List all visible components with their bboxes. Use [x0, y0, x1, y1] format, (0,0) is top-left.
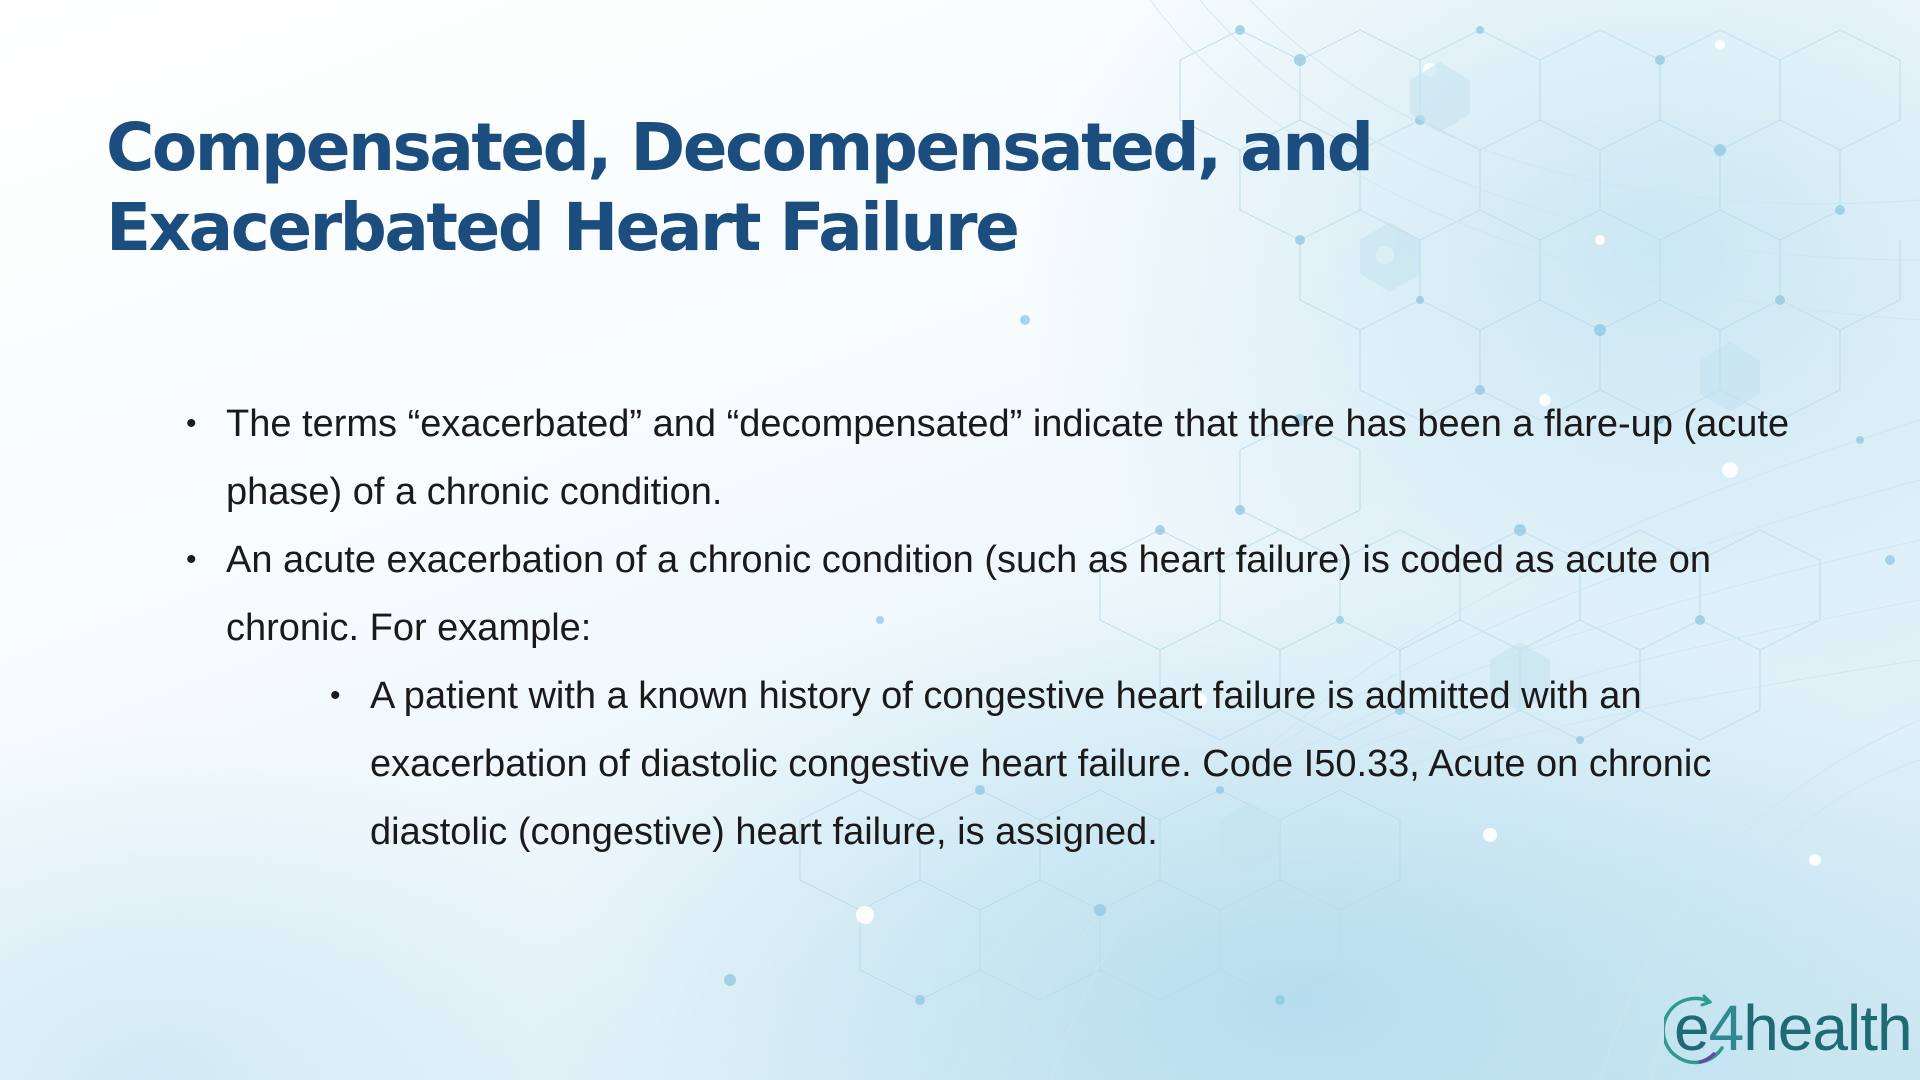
bullet-text: The terms “exacerbated” and “decompensated” indicate that there has been a flare-up (acute phase) of a chronic condition. — [226, 403, 1790, 513]
logo-digit: 4 — [1708, 992, 1744, 1064]
logo-prefix: e — [1674, 992, 1709, 1064]
bullet-marker: • — [186, 543, 197, 576]
sub-bullet-item — [330, 662, 1800, 866]
logo-wordmark — [1674, 988, 1912, 1068]
bullet-marker: • — [186, 407, 197, 440]
bullet-item — [186, 526, 1806, 662]
logo-suffix: health — [1743, 992, 1912, 1064]
bullet-text: A patient with a known history of congestive heart failure is admitted with an exacerbation of diastolic congestive heart failure. Code I50.33, Acute on chronic diastolic (congestive) heart failure, is assigned. — [370, 675, 1712, 853]
bullet-marker: • — [330, 679, 341, 712]
bullet-item — [186, 390, 1806, 526]
bullet-list — [186, 390, 1790, 866]
e4health-logo — [1664, 988, 1912, 1068]
slide-title: Compensated, Decompensated, and Exacerbated Heart Failure — [106, 109, 1372, 266]
bullet-text: An acute exacerbation of a chronic condition (such as heart failure) is coded as acute on chronic. For example: — [226, 539, 1711, 649]
